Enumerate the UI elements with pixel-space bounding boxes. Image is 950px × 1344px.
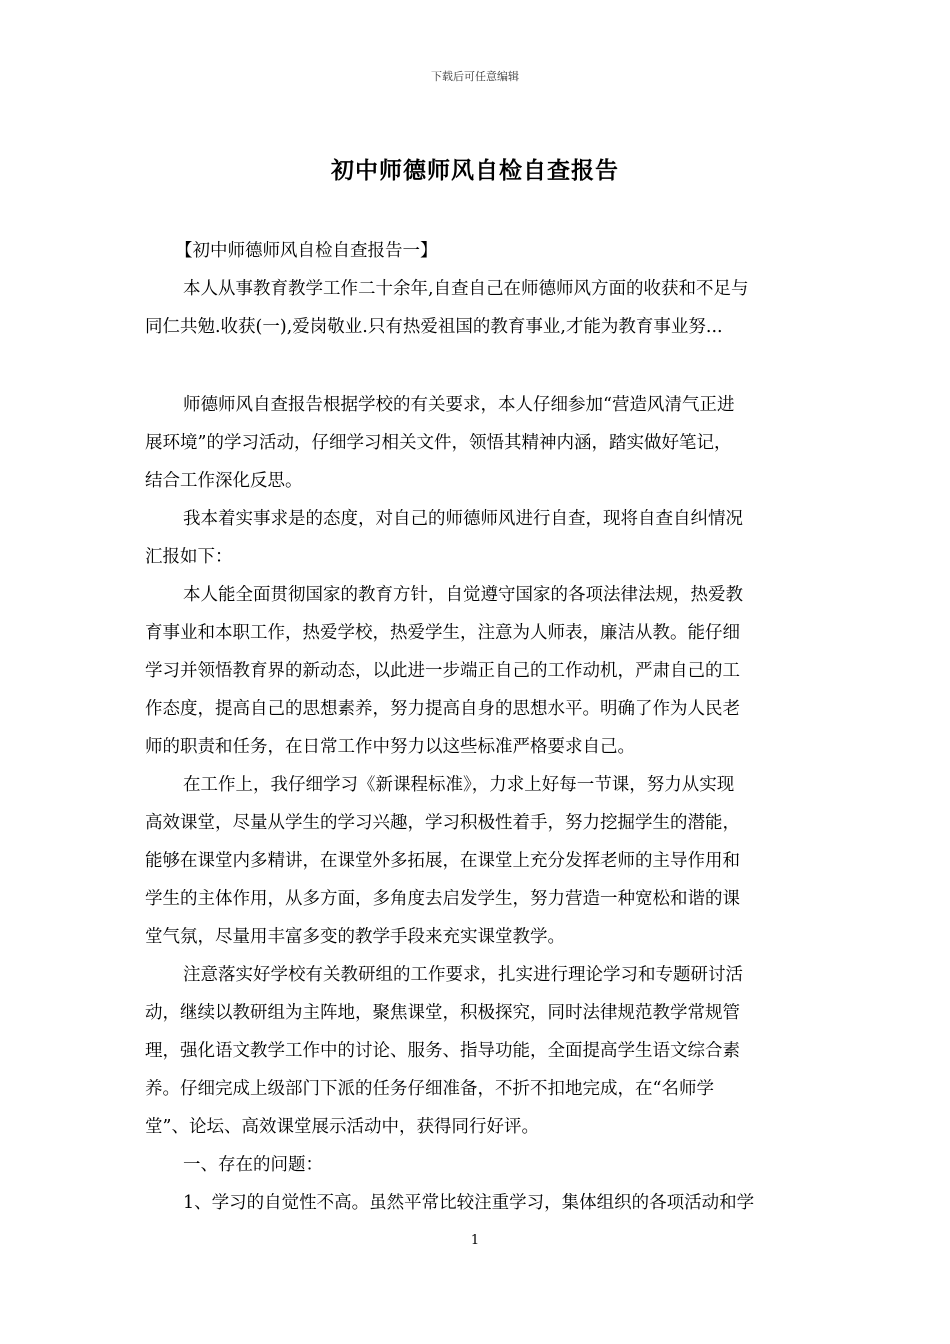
paragraph-line: 堂气氛，尽量用丰富多变的教学手段来充实课堂教学。 <box>145 927 565 947</box>
paragraph-line: 我本着实事求是的态度，对自己的师德师风进行自查，现将自查自纠情况 <box>183 509 743 529</box>
paragraph-line: 在工作上，我仔细学习《新课程标准》，力求上好每一节课，努力从实现 <box>183 775 735 795</box>
paragraph-line: 注意落实好学校有关教研组的工作要求，扎实进行理论学习和专题研讨活 <box>183 965 743 985</box>
problems-heading: 一、存在的问题： <box>183 1155 323 1175</box>
paragraph-line: 学习并领悟教育界的新动态，以此进一步端正自己的工作动机，严肃自己的工 <box>145 661 740 681</box>
intro-paragraph-line: 同仁共勉.收获(一),爱岗敬业.只有热爱祖国的教育事业,才能为教育事业努... <box>145 317 723 337</box>
section-heading: 【初中师德师风自检自查报告一】 <box>175 241 438 261</box>
paragraph-line: 高效课堂，尽量从学生的学习兴趣，学习积极性着手，努力挖掘学生的潜能， <box>145 813 740 833</box>
paragraph-line: 学生的主体作用，从多方面，多角度去启发学生，努力营造一种宽松和谐的课 <box>145 889 740 909</box>
paragraph-line: 堂”、论坛、高效课堂展示活动中，获得同行好评。 <box>145 1117 539 1137</box>
paragraph-line: 理，强化语文教学工作中的讨论、服务、指导功能，全面提高学生语文综合素 <box>145 1041 740 1061</box>
paragraph-line: 展环境”的学习活动，仔细学习相关文件，领悟其精神内涵，踏实做好笔记， <box>145 433 732 453</box>
paragraph-gap <box>145 346 807 386</box>
page-number: 1 <box>470 1233 480 1248</box>
paragraph-line: 师的职责和任务，在日常工作中努力以这些标准严格要求自己。 <box>145 737 635 757</box>
paragraph-line: 育事业和本职工作，热爱学校，热爱学生，注意为人师表，廉洁从教。能仔细 <box>145 623 740 643</box>
document-body <box>145 232 807 1222</box>
document-title: 初中师德师风自检自查报告 <box>331 157 619 184</box>
paragraph-line: 结合工作深化反思。 <box>145 471 303 491</box>
paragraph-line: 能够在课堂内多精讲，在课堂外多拓展，在课堂上充分发挥老师的主导作用和 <box>145 851 740 871</box>
paragraph-line: 本人能全面贯彻国家的教育方针，自觉遵守国家的各项法律法规，热爱教 <box>183 585 743 605</box>
paragraph-line: 养。仔细完成上级部门下派的任务仔细准备，不折不扣地完成，在“名师学 <box>145 1079 714 1099</box>
paragraph-line: 动，继续以教研组为主阵地，聚焦课堂，积极探究，同时法律规范教学常规管 <box>145 1003 740 1023</box>
paragraph-line: 师德师风自查报告根据学校的有关要求，本人仔细参加“营造风清气正进 <box>183 395 735 415</box>
paragraph-line: 汇报如下： <box>145 547 233 567</box>
header-note: 下载后可任意编辑 <box>431 70 519 83</box>
intro-paragraph-line: 本人从事教育教学工作二十余年,自查自己在师德师风方面的收获和不足与 <box>183 279 749 299</box>
paragraph-line: 作态度，提高自己的思想素养，努力提高自身的思想水平。明确了作为人民老 <box>145 699 740 719</box>
paragraph-line: 1、学习的自觉性不高。虽然平常比较注重学习，集体组织的各项活动和学 <box>183 1193 755 1213</box>
